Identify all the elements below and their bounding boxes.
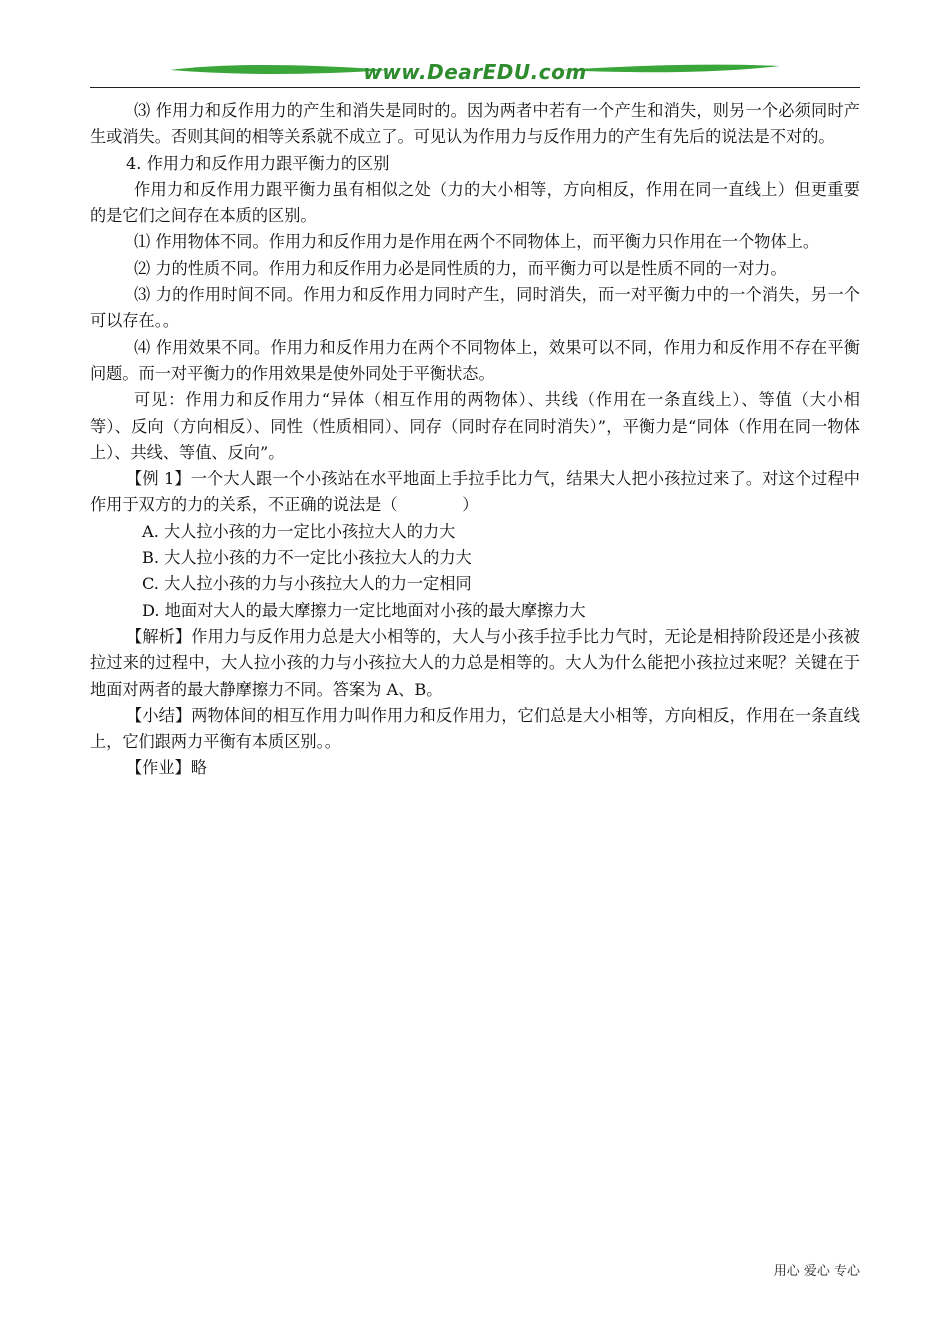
option-c: C. 大人拉小孩的力与小孩拉大人的力一定相同 xyxy=(142,574,472,594)
paragraph: ⑶ 作用力和反作用力的产生和消失是同时的。因为两者中若有一个产生和消失，则另一个必须同时产生或消失。否则其间的相等关系就不成立了。可见认为作用力与反作用力的产生有先后的说法是不对的。 xyxy=(90,101,860,147)
option-b: B. 大人拉小孩的力不一定比小孩拉大人的力大 xyxy=(142,548,472,568)
section-heading: 4. 作用力和反作用力跟平衡力的区别 xyxy=(126,153,390,173)
header-rule xyxy=(90,87,860,88)
paragraph: ⑵ 力的性质不同。作用力和反作用力必是同性质的力，而平衡力可以是性质不同的一对力。 xyxy=(134,258,787,278)
option-d: D. 地面对大人的最大摩擦力一定比地面对小孩的最大摩擦力大 xyxy=(142,600,586,620)
analysis-paragraph: 【解析】作用力与反作用力总是大小相等的，大人与小孩手拉手比力气时，无论是相持阶段还是小孩被拉过来的过程中，大人拉小孩的力与小孩拉大人的力总是相等的。大人为什么能把小孩拉过来呢？关键在于地面对两者的最大静摩擦力不同。答案为 A、B。 xyxy=(90,626,860,699)
paragraph: ⑷ 作用效果不同。作用力和反作用力在两个不同物体上，效果可以不同，作用力和反作用不存在平衡问题。而一对平衡力的作用效果是使外同处于平衡状态。 xyxy=(90,337,860,383)
page-footer: 用心 爱心 专心 xyxy=(773,1264,860,1279)
example-question: 【例 1】一个大人跟一个小孩站在水平地面上手拉手比力气，结果大人把小孩拉过来了。对这个过程中作用于双方的力的关系，不正确的说法是（ ） xyxy=(90,469,860,515)
site-logo-text[interactable]: www.DearEDU.com xyxy=(363,60,587,84)
site-header xyxy=(90,56,860,88)
document-body xyxy=(90,98,860,782)
option-a: A. 大人拉小孩的力一定比小孩拉大人的力大 xyxy=(142,521,456,541)
homework-paragraph: 【作业】略 xyxy=(126,758,207,778)
paragraph: ⑴ 作用物体不同。作用力和反作用力是作用在两个不同物体上，而平衡力只作用在一个物体上。 xyxy=(134,232,820,252)
summary-paragraph: 【小结】两物体间的相互作用力叫作用力和反作用力，它们总是大小相等，方向相反，作用在一条直线上，它们跟两力平衡有本质区别。。 xyxy=(90,705,860,752)
paragraph: 作用力和反作用力跟平衡力虽有相似之处（力的大小相等，方向相反，作用在同一直线上）但更重要的是它们之间存在本质的区别。 xyxy=(90,179,860,226)
paragraph: 可见：作用力和反作用力“异体（相互作用的两物体）、共线（作用在一条直线上）、等值（大小相等）、反向（方向相反）、同性（性质相同）、同存（同时存在同时消失）”，平衡力是“同体（作用在同一物体上）、共线、等值、反向”。 xyxy=(90,390,860,462)
paragraph: ⑶ 力的作用时间不同。作用力和反作用力同时产生，同时消失，而一对平衡力中的一个消失，另一个可以存在。。 xyxy=(90,285,860,331)
